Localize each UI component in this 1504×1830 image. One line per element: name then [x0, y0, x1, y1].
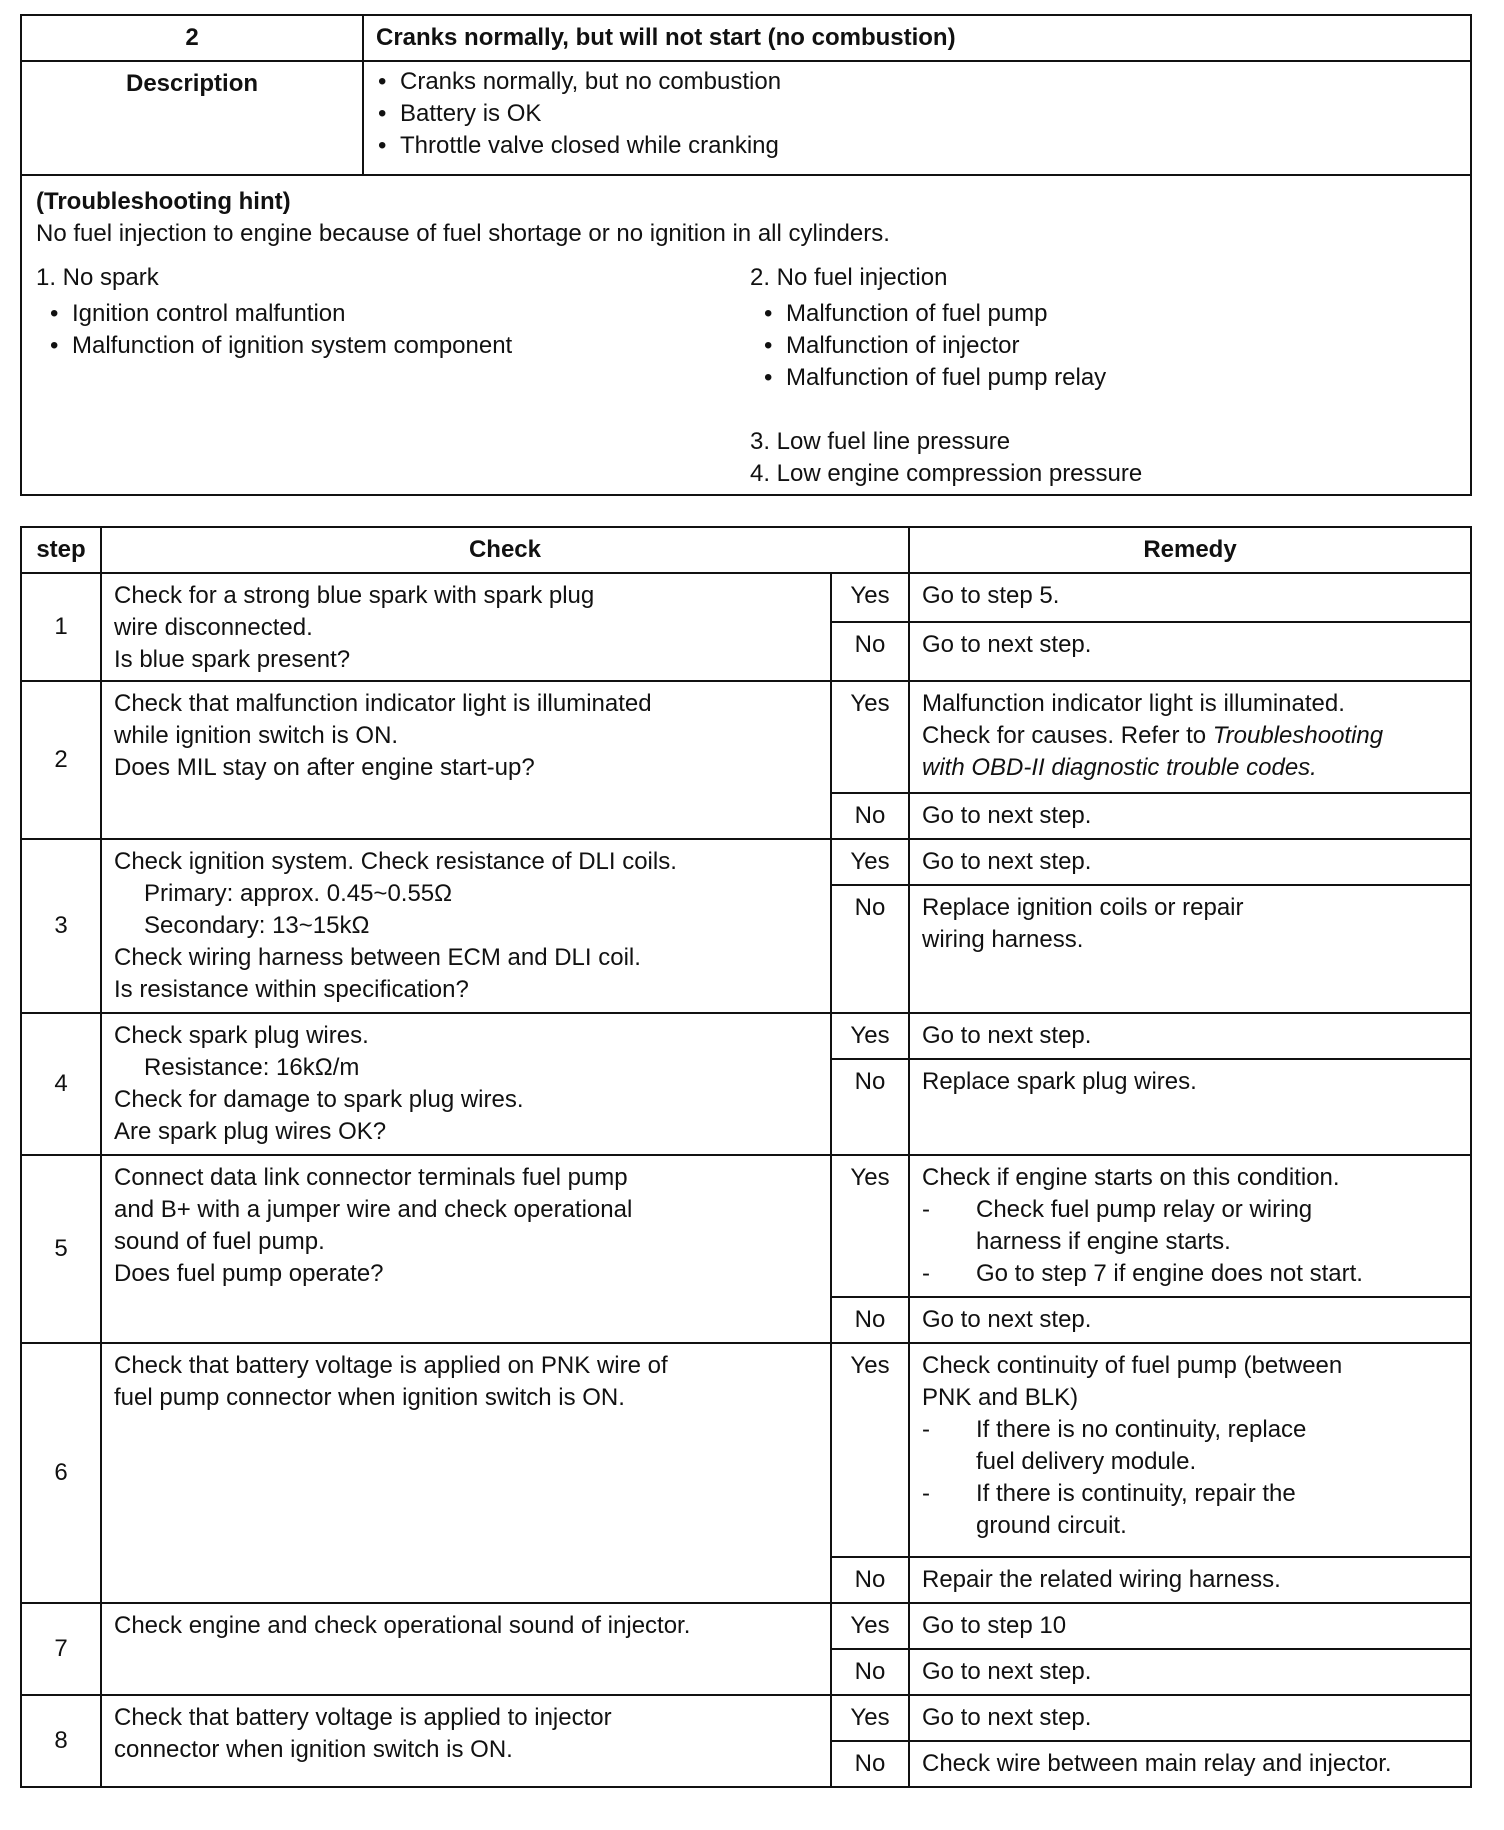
description-list — [364, 66, 1470, 162]
troubleshooting-hint — [21, 175, 1471, 495]
no-remedy: Go to next step. — [909, 1649, 1471, 1695]
hint-text: No fuel injection to engine because of fuel shortage or no ignition in all cylinders. — [36, 220, 890, 247]
step-check: Check that malfunction indicator light is illuminated while ignition switch is ON. Does MIL stay on after engine start-up? — [101, 681, 831, 839]
no-label: No — [831, 885, 909, 1013]
step-check: Check that battery voltage is applied to injector connector when ignition switch is ON. — [101, 1695, 831, 1787]
cause-title: 4. Low engine compression pressure — [750, 460, 1143, 487]
step-number: 1 — [21, 573, 101, 681]
cause-item: • Malfunction of injector — [786, 330, 1456, 362]
yes-remedy: Go to step 10 — [909, 1603, 1471, 1649]
step-check: Check ignition system. Check resistance of DLI coils. Primary: approx. 0.45~0.55Ω Secondary: 13~15kΩ Check wiring harness between ECM and DLI coil. Is resistance within specification? — [101, 839, 831, 1013]
step-number: 7 — [21, 1603, 101, 1695]
symptom-header-table — [20, 14, 1472, 496]
step-number: 8 — [21, 1695, 101, 1787]
yes-remedy: Check continuity of fuel pump (between PNK and BLK) - If there is no continuity, replace fuel delivery module. - If there is continuity, repair the ground circuit. — [909, 1343, 1471, 1557]
yes-label: Yes — [831, 1155, 909, 1297]
no-remedy: Check wire between main relay and injector. — [909, 1741, 1471, 1787]
cause-item: • Ignition control malfuntion — [72, 298, 742, 330]
cause-group-no-fuel — [742, 262, 1456, 490]
no-label: No — [831, 1557, 909, 1603]
description-cell — [363, 61, 1471, 175]
column-header-step: step — [21, 527, 101, 573]
description-item: • Throttle valve closed while cranking — [400, 130, 1470, 162]
yes-label: Yes — [831, 839, 909, 885]
no-remedy: Replace ignition coils or repair wiring harness. — [909, 885, 1471, 1013]
description-item: • Battery is OK — [400, 98, 1470, 130]
step-check: Check engine and check operational sound of injector. — [101, 1603, 831, 1695]
no-label: No — [831, 622, 909, 681]
symptom-number: 2 — [21, 15, 363, 61]
cause-item: • Malfunction of fuel pump — [786, 298, 1456, 330]
no-label: No — [831, 1741, 909, 1787]
no-remedy: Go to next step. — [909, 1297, 1471, 1343]
column-header-remedy: Remedy — [909, 527, 1471, 573]
step-check: Connect data link connector terminals fuel pump and B+ with a jumper wire and check operational sound of fuel pump. Does fuel pump operate? — [101, 1155, 831, 1343]
cause-title: 2. No fuel injection — [750, 264, 948, 291]
yes-remedy: Malfunction indicator light is illuminated. Check for causes. Refer to Troubleshooting with OBD-II diagnostic trouble codes. — [909, 681, 1471, 793]
description-label: Description — [21, 61, 363, 175]
no-label: No — [831, 1297, 909, 1343]
yes-label: Yes — [831, 573, 909, 622]
step-number: 3 — [21, 839, 101, 1013]
cause-group-no-spark — [36, 262, 742, 490]
yes-remedy: Go to step 5. — [909, 573, 1471, 622]
cause-item: • Malfunction of ignition system component — [72, 330, 742, 362]
step-number: 5 — [21, 1155, 101, 1343]
column-header-check: Check — [101, 527, 909, 573]
cause-item: • Malfunction of fuel pump relay — [786, 362, 1456, 394]
hint-title: (Troubleshooting hint) — [36, 188, 291, 215]
yes-remedy: Go to next step. — [909, 1013, 1471, 1059]
no-label: No — [831, 793, 909, 839]
step-number: 6 — [21, 1343, 101, 1603]
yes-label: Yes — [831, 1343, 909, 1557]
yes-label: Yes — [831, 681, 909, 793]
no-remedy: Repair the related wiring harness. — [909, 1557, 1471, 1603]
cause-title: 3. Low fuel line pressure — [750, 428, 1011, 455]
step-check: Check spark plug wires. Resistance: 16kΩ/m Check for damage to spark plug wires. Are spark plug wires OK? — [101, 1013, 831, 1155]
no-label: No — [831, 1059, 909, 1155]
no-remedy: Go to next step. — [909, 622, 1471, 681]
no-remedy: Go to next step. — [909, 793, 1471, 839]
step-number: 2 — [21, 681, 101, 839]
step-check: Check that battery voltage is applied on PNK wire of fuel pump connector when ignition switch is ON. — [101, 1343, 831, 1603]
no-remedy: Replace spark plug wires. — [909, 1059, 1471, 1155]
step-number: 4 — [21, 1013, 101, 1155]
yes-label: Yes — [831, 1013, 909, 1059]
step-check: Check for a strong blue spark with spark plug wire disconnected. Is blue spark present? — [101, 573, 831, 681]
yes-label: Yes — [831, 1695, 909, 1741]
description-item: • Cranks normally, but no combustion — [400, 66, 1470, 98]
cause-title: 1. No spark — [36, 264, 159, 291]
yes-label: Yes — [831, 1603, 909, 1649]
no-label: No — [831, 1649, 909, 1695]
symptom-title: Cranks normally, but will not start (no combustion) — [363, 15, 1471, 61]
troubleshooting-steps-table — [20, 526, 1472, 1788]
yes-remedy: Go to next step. — [909, 839, 1471, 885]
yes-remedy: Go to next step. — [909, 1695, 1471, 1741]
yes-remedy: Check if engine starts on this condition. - Check fuel pump relay or wiring harness if engine starts. - Go to step 7 if engine does not start. — [909, 1155, 1471, 1297]
